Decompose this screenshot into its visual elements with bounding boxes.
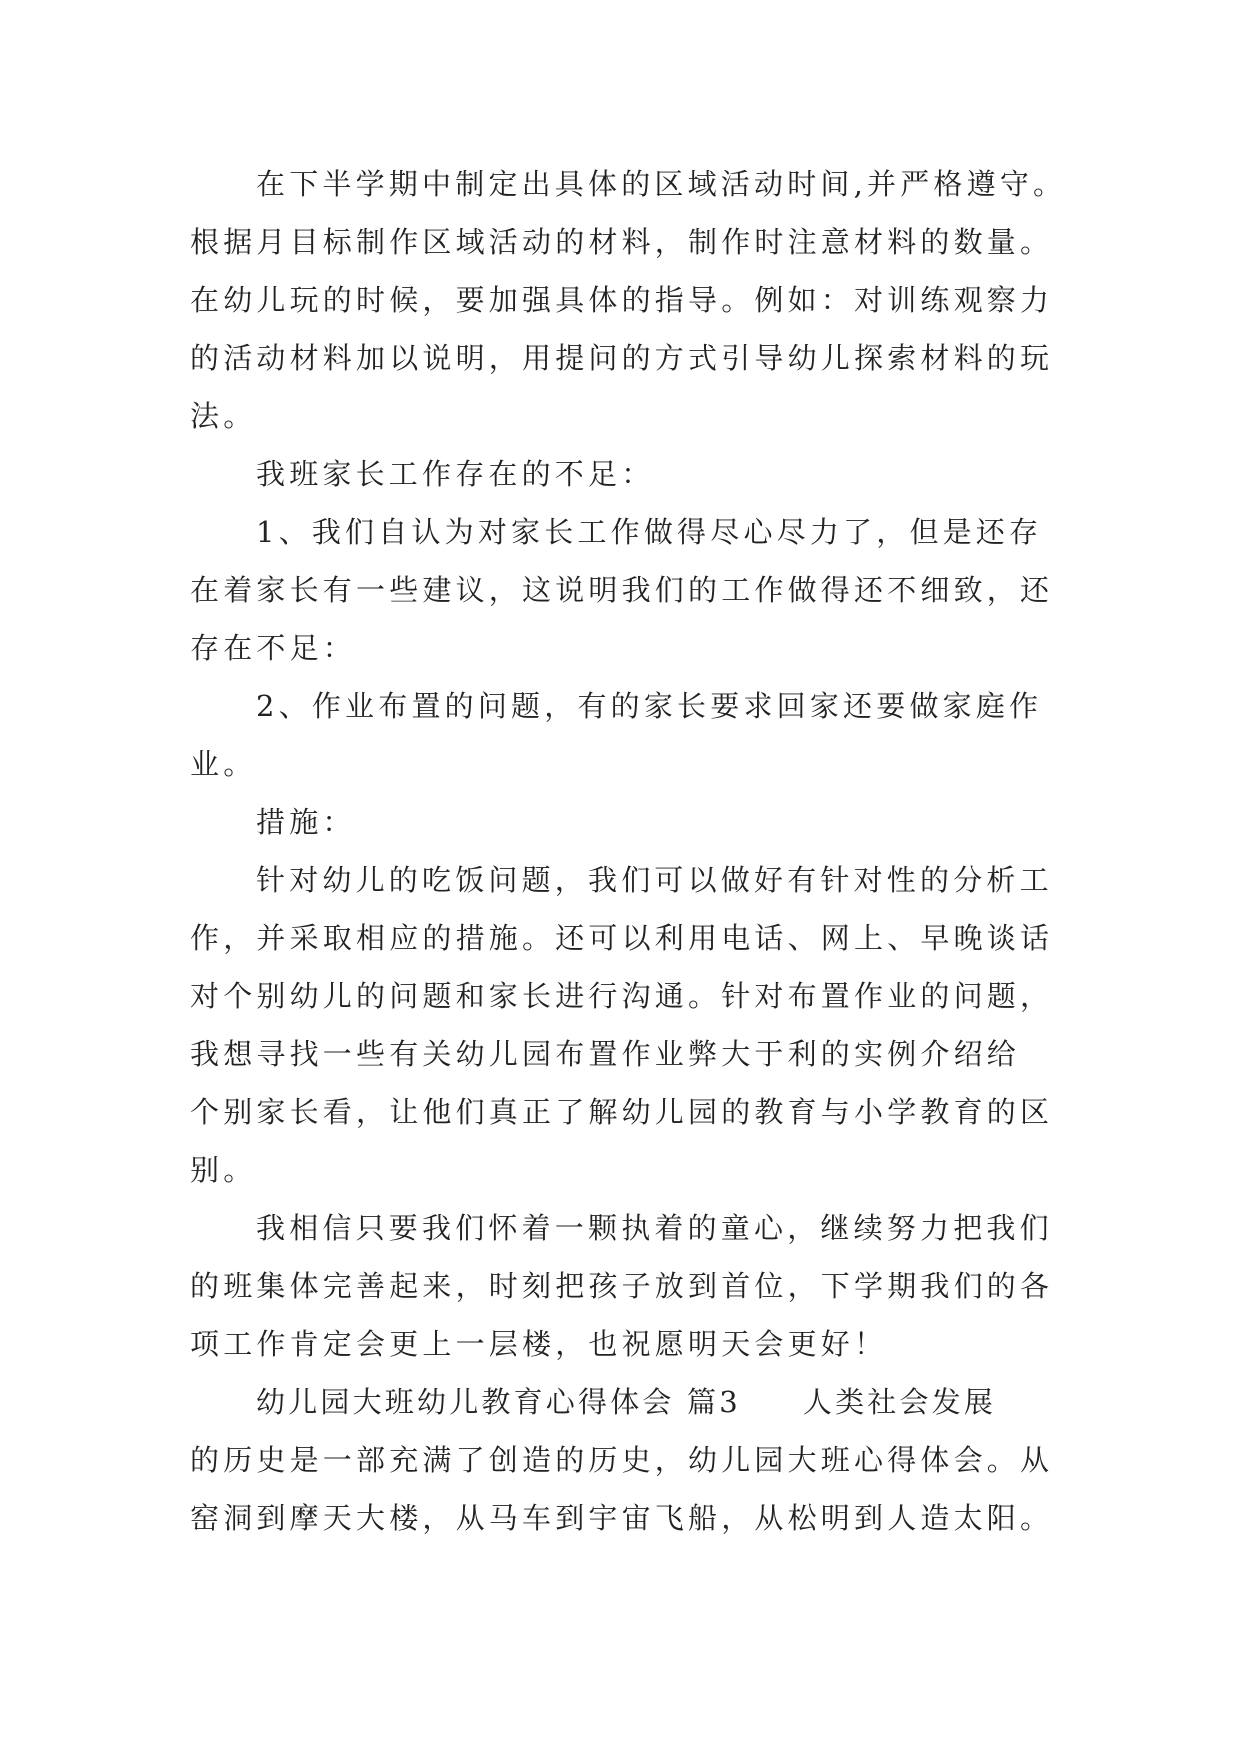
text-line: 的活动材料加以说明，用提问的方式引导幼儿探索材料的玩	[190, 341, 1054, 375]
text-line: 对个别幼儿的问题和家长进行沟通。针对布置作业的问题，	[190, 979, 1054, 1013]
text-line: 法。	[190, 399, 257, 433]
text-line: 的班集体完善起来，时刻把孩子放到首位，下学期我们的各	[190, 1269, 1054, 1303]
text-line: 在下半学期中制定出具体的区域活动时间,并严格遵守。	[256, 167, 1067, 201]
text-line: 个别家长看，让他们真正了解幼儿园的教育与小学教育的区	[190, 1095, 1054, 1129]
text-line: 存在不足：	[190, 631, 357, 665]
text-line: 我想寻找一些有关幼儿园布置作业弊大于利的实例介绍给	[190, 1037, 1021, 1071]
text-fragment: 人类社会发展	[802, 1385, 997, 1419]
text-line: 1、我们自认为对家长工作做得尽心尽力了，但是还存	[256, 515, 1043, 549]
text-line: 针对幼儿的吃饭问题，我们可以做好有针对性的分析工	[256, 863, 1053, 897]
text-line: 业。	[190, 747, 257, 781]
text-line: 根据月目标制作区域活动的材料，制作时注意材料的数量。	[190, 225, 1054, 259]
document-body	[190, 155, 1090, 1547]
text-line: 我相信只要我们怀着一颗执着的童心，继续努力把我们	[256, 1211, 1053, 1245]
section-heading: 措施：	[256, 805, 356, 839]
text-line: 2、作业布置的问题，有的家长要求回家还要做家庭作	[256, 689, 1043, 723]
text-line: 窑洞到摩天大楼，从马车到宇宙飞船，从松明到人造太阳。	[190, 1501, 1054, 1535]
article-title: 幼儿园大班幼儿教育心得体会 篇3	[256, 1385, 741, 1419]
text-line: 项工作肯定会更上一层楼，也祝愿明天会更好！	[190, 1327, 888, 1361]
text-line	[190, 1373, 1090, 1431]
text-line: 在着家长有一些建议，这说明我们的工作做得还不细致，还	[190, 573, 1054, 607]
text-line: 的历史是一部充满了创造的历史，幼儿园大班心得体会。从	[190, 1443, 1054, 1477]
section-heading: 我班家长工作存在的不足：	[256, 457, 655, 491]
text-line: 别。	[190, 1153, 257, 1187]
text-line: 作，并采取相应的措施。还可以利用电话、网上、早晚谈话	[190, 921, 1054, 955]
text-line: 在幼儿玩的时候，要加强具体的指导。例如：对训练观察力	[190, 283, 1054, 317]
